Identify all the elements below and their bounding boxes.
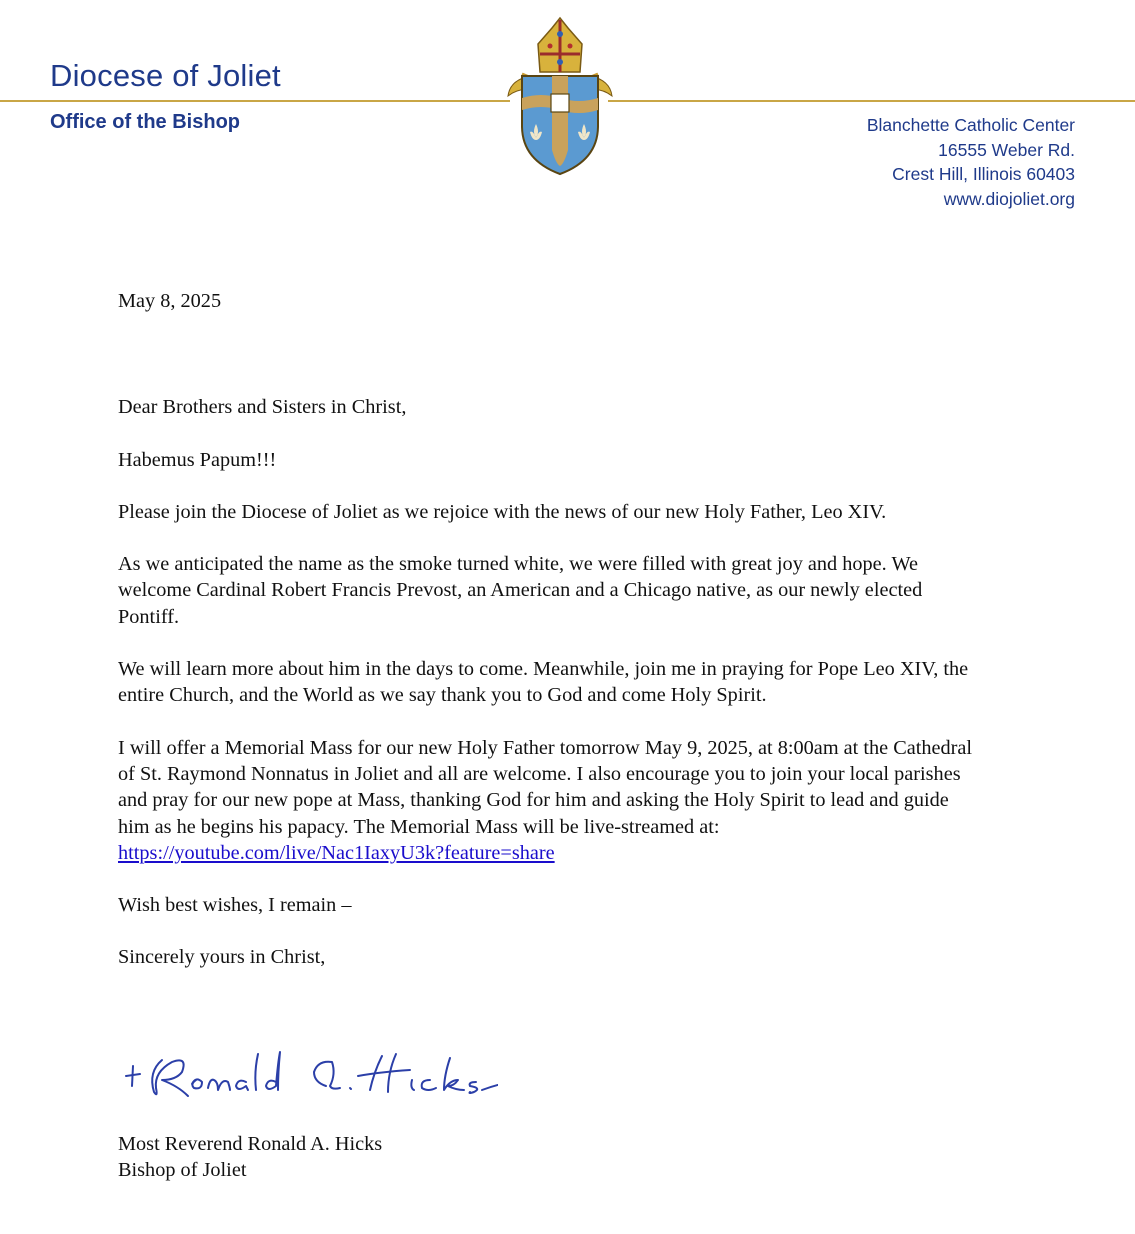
website-line: www.diojoliet.org [943, 188, 1075, 209]
paragraph-2: As we anticipated the name as the smoke turned white, we were filled with great joy and hope. We welcome Cardinal Robert Francis Prevost, an American and a Chicago native, as our newly elected Pontiff. [118, 553, 923, 628]
handwritten-signature [118, 1042, 498, 1106]
address-line: 16555 Weber Rd. [938, 139, 1075, 160]
salutation: Dear Brothers and Sisters in Christ, [118, 396, 407, 419]
diocese-title: Diocese of Joliet [50, 58, 281, 93]
signoff-block [118, 1131, 382, 1184]
livestream-link[interactable]: https://youtube.com/live/Nac1IaxyU3k?feature=share [118, 841, 555, 864]
letter-body [118, 288, 978, 971]
paragraph-3: We will learn more about him in the days to come. Meanwhile, join me in praying for Pope Leo XIV, the entire Church, and the World as we say thank you to God and come Holy Spirit. [118, 658, 969, 707]
wishes-line: Wish best wishes, I remain – [118, 894, 352, 917]
address-line: Blanchette Catholic Center [866, 115, 1075, 135]
signer-name: Most Reverend Ronald A. Hicks [118, 1133, 383, 1155]
signer-title: Bishop of Joliet [118, 1159, 247, 1182]
paragraph-1: Please join the Diocese of Joliet as we rejoice with the news of our new Holy Father, Leo XIV. [118, 500, 887, 523]
paragraph-4-text: I will offer a Memorial Mass for our new Holy Father tomorrow May 9, 2025, at 8:00am at the Cathedral of St. Raymond Nonnatus in Joliet and all are welcome. I also encourage you to join your local parishes and pray for our new pope at Mass, thanking God for him and asking the Holy Spirit to lead and guide him as he begins his papacy. The Memorial Mass will be live-streamed at: [118, 736, 973, 838]
header-rule-right [608, 100, 1135, 102]
closing-line: Sincerely yours in Christ, [118, 946, 326, 969]
address-line: Crest Hill, Illinois 60403 [892, 164, 1075, 184]
office-title: Office of the Bishop [50, 111, 240, 133]
header-rule-left [0, 100, 510, 102]
paragraph-4 [118, 735, 978, 866]
coat-of-arms-icon [500, 14, 620, 180]
exclamation: Habemus Papum!!! [118, 448, 277, 471]
address-block [867, 113, 1075, 211]
letter-date: May 8, 2025 [118, 290, 222, 312]
